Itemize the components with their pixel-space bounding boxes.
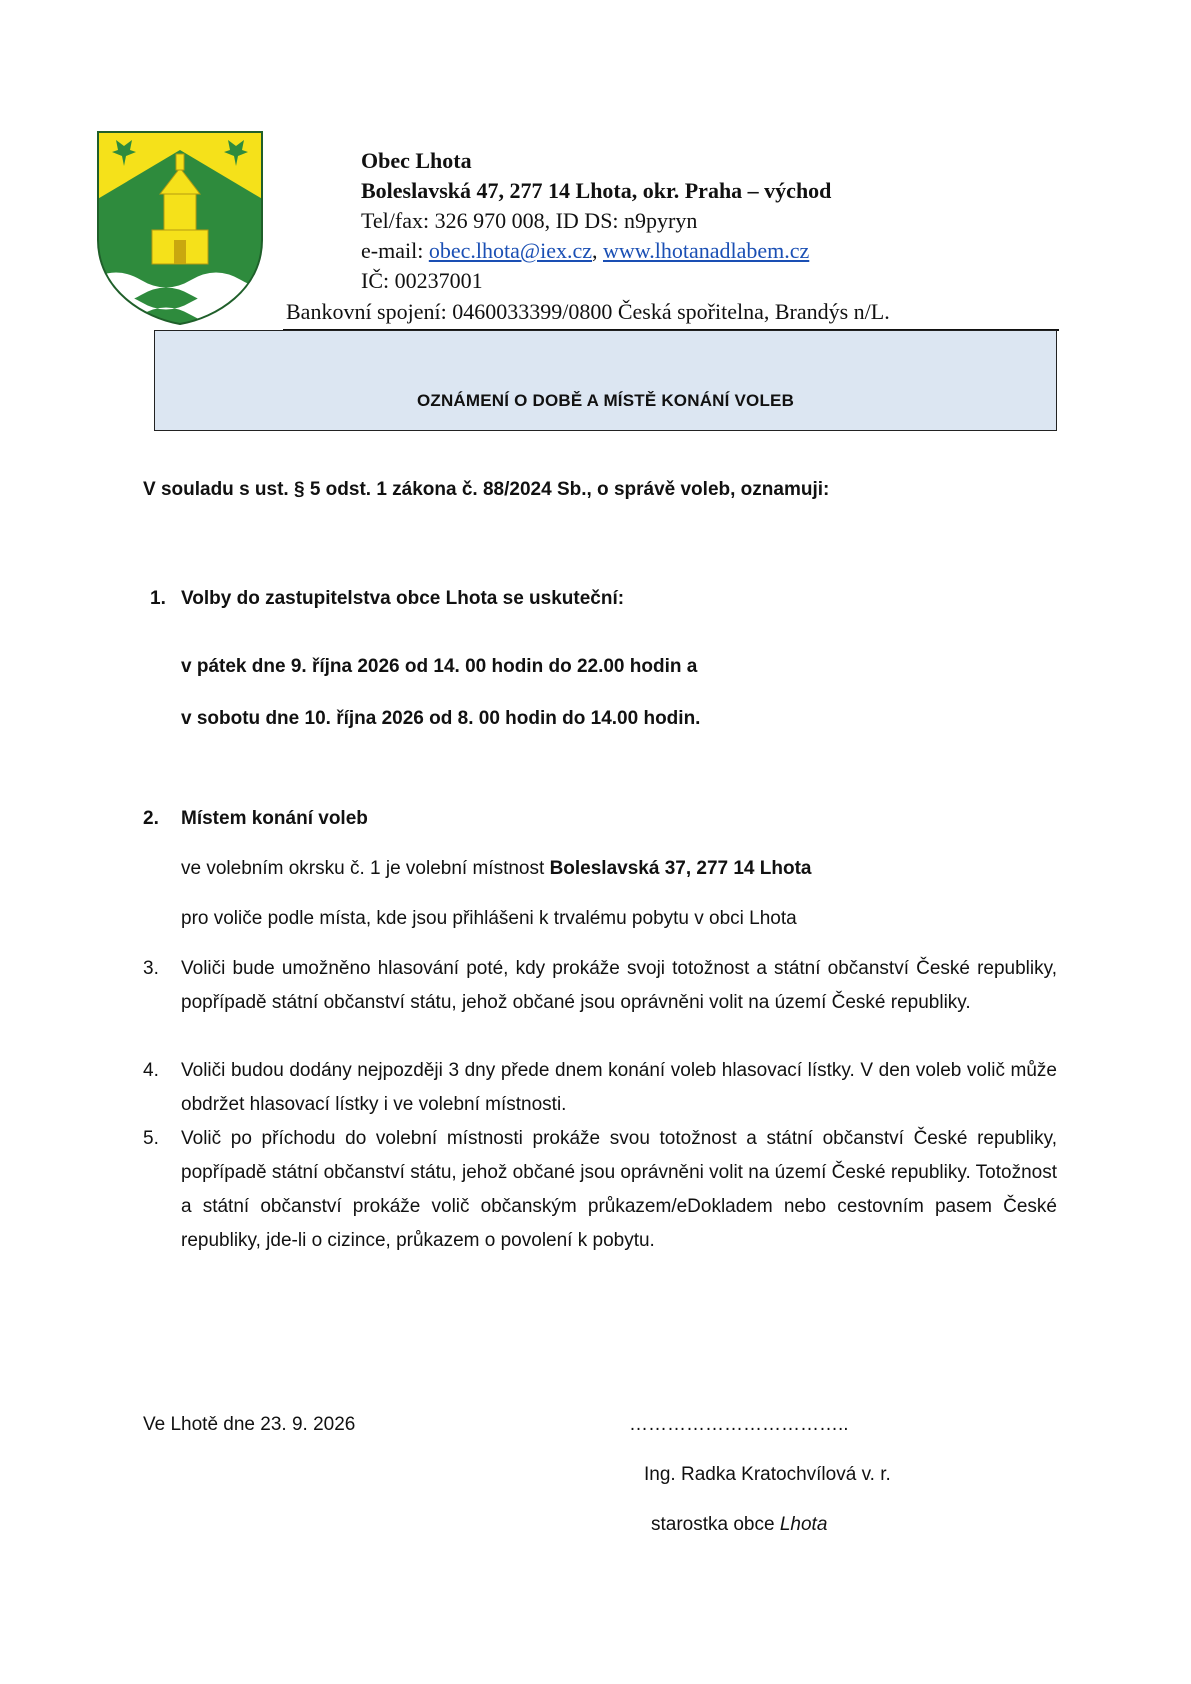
letterhead-contacts (361, 236, 809, 266)
item5-text: Volič po příchodu do volební místnosti prokáže svou totožnost a státní občanství České republiky, popřípadě státní občanství státu, jehož občané jsou oprávněni volit na území České republiky. Totožnost a státní občanství prokáže volič občanským průkazem/eDokladem nebo cestovním pasem České republiky, jde-li o cizince, průkazem o povolení k pobytu. (181, 1128, 1057, 1251)
intro-text: V souladu s ust. § 5 odst. 1 zákona č. 88/2024 Sb., o správě voleb, oznamuji: (143, 479, 830, 500)
letterhead-bank: Bankovní spojení: 0460033399/0800 Česká spořitelna, Brandýs n/L. (286, 299, 890, 324)
item3-number: 3. (143, 958, 159, 979)
item1-number: 1. (150, 588, 166, 609)
coat-of-arms-icon (96, 130, 264, 326)
item1-date2: v sobotu dne 10. října 2026 od 8. 00 hodin do 14.00 hodin. (181, 708, 701, 729)
email-link[interactable]: obec.lhota@iex.cz (428, 238, 592, 263)
item5-number: 5. (143, 1128, 159, 1149)
item2-heading: Místem konání voleb (181, 808, 368, 829)
letterhead-ico: IČ: 00237001 (361, 268, 483, 293)
signer-role (651, 1508, 827, 1542)
letterhead-address: Boleslavská 47, 277 14 Lhota, okr. Praha – východ (361, 178, 832, 203)
letterhead-phone: Tel/fax: 326 970 008, ID DS: n9pyryn (361, 208, 698, 233)
item1-date1: v pátek dne 9. října 2026 od 14. 00 hodin do 22.00 hodin a (181, 656, 698, 677)
place-date: Ve Lhotě dne 23. 9. 2026 (143, 1414, 356, 1435)
email-label: e-mail: (361, 238, 429, 263)
letterhead-org-name: Obec Lhota (361, 148, 472, 173)
item2-number: 2. (143, 808, 159, 829)
website-link[interactable]: www.lhotanadlabem.cz (603, 238, 810, 263)
title-box (154, 330, 1057, 431)
item2-line1-text: ve volebním okrsku č. 1 je volební místnost (181, 858, 550, 879)
polling-place-address: Boleslavská 37, 277 14 Lhota (549, 858, 812, 879)
signer-name: Ing. Radka Kratochvílová v. r. (644, 1464, 891, 1485)
item3-text: Voliči bude umožněno hlasování poté, kdy prokáže svoji totožnost a státní občanství České republiky, popřípadě státní občanství státu, jehož občané jsou oprávněni volit na území České republiky. (181, 958, 1057, 1013)
signer-role-municipality: Lhota (779, 1514, 828, 1535)
document-title: OZNÁMENÍ O DOBĚ A MÍSTĚ KONÁNÍ VOLEB (416, 391, 795, 410)
item4-text: Voliči budou dodány nejpozději 3 dny přede dnem konání voleb hlasovací lístky. V den voleb volič může obdržet hlasovací lístky i ve volební místnosti. (181, 1060, 1057, 1115)
item2-line1 (181, 852, 812, 886)
item2-line2: pro voliče podle místa, kde jsou přihlášeni k trvalému pobytu v obci Lhota (181, 908, 797, 929)
contacts-separator: , (592, 238, 603, 263)
item4-number: 4. (143, 1060, 159, 1081)
signature-line: …………………………….. (629, 1414, 849, 1435)
signer-role-text: starostka obce (651, 1514, 780, 1535)
item1-heading: Volby do zastupitelstva obce Lhota se uskuteční: (181, 588, 625, 609)
